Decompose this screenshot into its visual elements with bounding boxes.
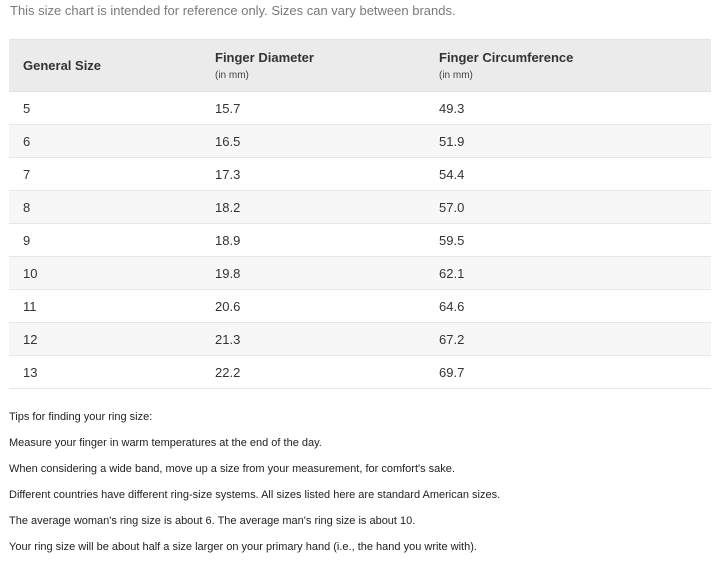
tip-item: Your ring size will be about half a size larger on your primary hand (i.e., the hand you write with).: [9, 541, 477, 553]
header-finger-circumference: [424, 40, 711, 92]
cell-diameter: 20.6: [200, 290, 424, 323]
tip-item: The average woman's ring size is about 6. The average man's ring size is about 10.: [9, 515, 416, 527]
table-row: [9, 191, 711, 224]
cell-diameter: 17.3: [200, 158, 424, 191]
cell-diameter: 18.9: [200, 224, 424, 257]
tip-item: Different countries have different ring-size systems. All sizes listed here are standard American sizes.: [9, 489, 501, 501]
header-general-size: [9, 40, 200, 92]
table-row: [9, 290, 711, 323]
cell-size: 12: [9, 323, 200, 356]
tips-heading: Tips for finding your ring size:: [9, 411, 153, 423]
table-header-row: [9, 40, 711, 92]
table-row: [9, 158, 711, 191]
header-unit: (in mm): [439, 70, 473, 81]
tip-item: When considering a wide band, move up a size from your measurement, for comfort's sake.: [9, 463, 455, 475]
cell-circumference: 62.1: [424, 257, 711, 290]
cell-size: 9: [9, 224, 200, 257]
cell-circumference: 57.0: [424, 191, 711, 224]
cell-diameter: 22.2: [200, 356, 424, 389]
table-row: [9, 257, 711, 290]
cell-diameter: 21.3: [200, 323, 424, 356]
cell-size: 13: [9, 356, 200, 389]
cell-diameter: 15.7: [200, 92, 424, 125]
cell-size: 8: [9, 191, 200, 224]
header-title: General Size: [23, 58, 102, 73]
cell-circumference: 69.7: [424, 356, 711, 389]
cell-circumference: 59.5: [424, 224, 711, 257]
cell-circumference: 51.9: [424, 125, 711, 158]
cell-diameter: 16.5: [200, 125, 424, 158]
cell-size: 10: [9, 257, 200, 290]
cell-diameter: 19.8: [200, 257, 424, 290]
tips-section: [9, 410, 500, 566]
table-row: [9, 125, 711, 158]
cell-size: 6: [9, 125, 200, 158]
table-row: [9, 224, 711, 257]
table-row: [9, 323, 711, 356]
header-title: Finger Circumference: [439, 50, 574, 65]
header-unit: (in mm): [215, 70, 249, 81]
ring-size-table: [9, 39, 711, 389]
cell-circumference: 54.4: [424, 158, 711, 191]
cell-size: 7: [9, 158, 200, 191]
cell-circumference: 64.6: [424, 290, 711, 323]
intro-note: This size chart is intended for reference only. Sizes can vary between brands.: [10, 3, 456, 18]
table-row: [9, 92, 711, 125]
header-title: Finger Diameter: [215, 50, 314, 65]
cell-size: 11: [9, 290, 200, 323]
tip-item: Measure your finger in warm temperatures at the end of the day.: [9, 437, 322, 449]
cell-circumference: 49.3: [424, 92, 711, 125]
header-finger-diameter: [200, 40, 424, 92]
cell-size: 5: [9, 92, 200, 125]
table-row: [9, 356, 711, 389]
cell-circumference: 67.2: [424, 323, 711, 356]
cell-diameter: 18.2: [200, 191, 424, 224]
